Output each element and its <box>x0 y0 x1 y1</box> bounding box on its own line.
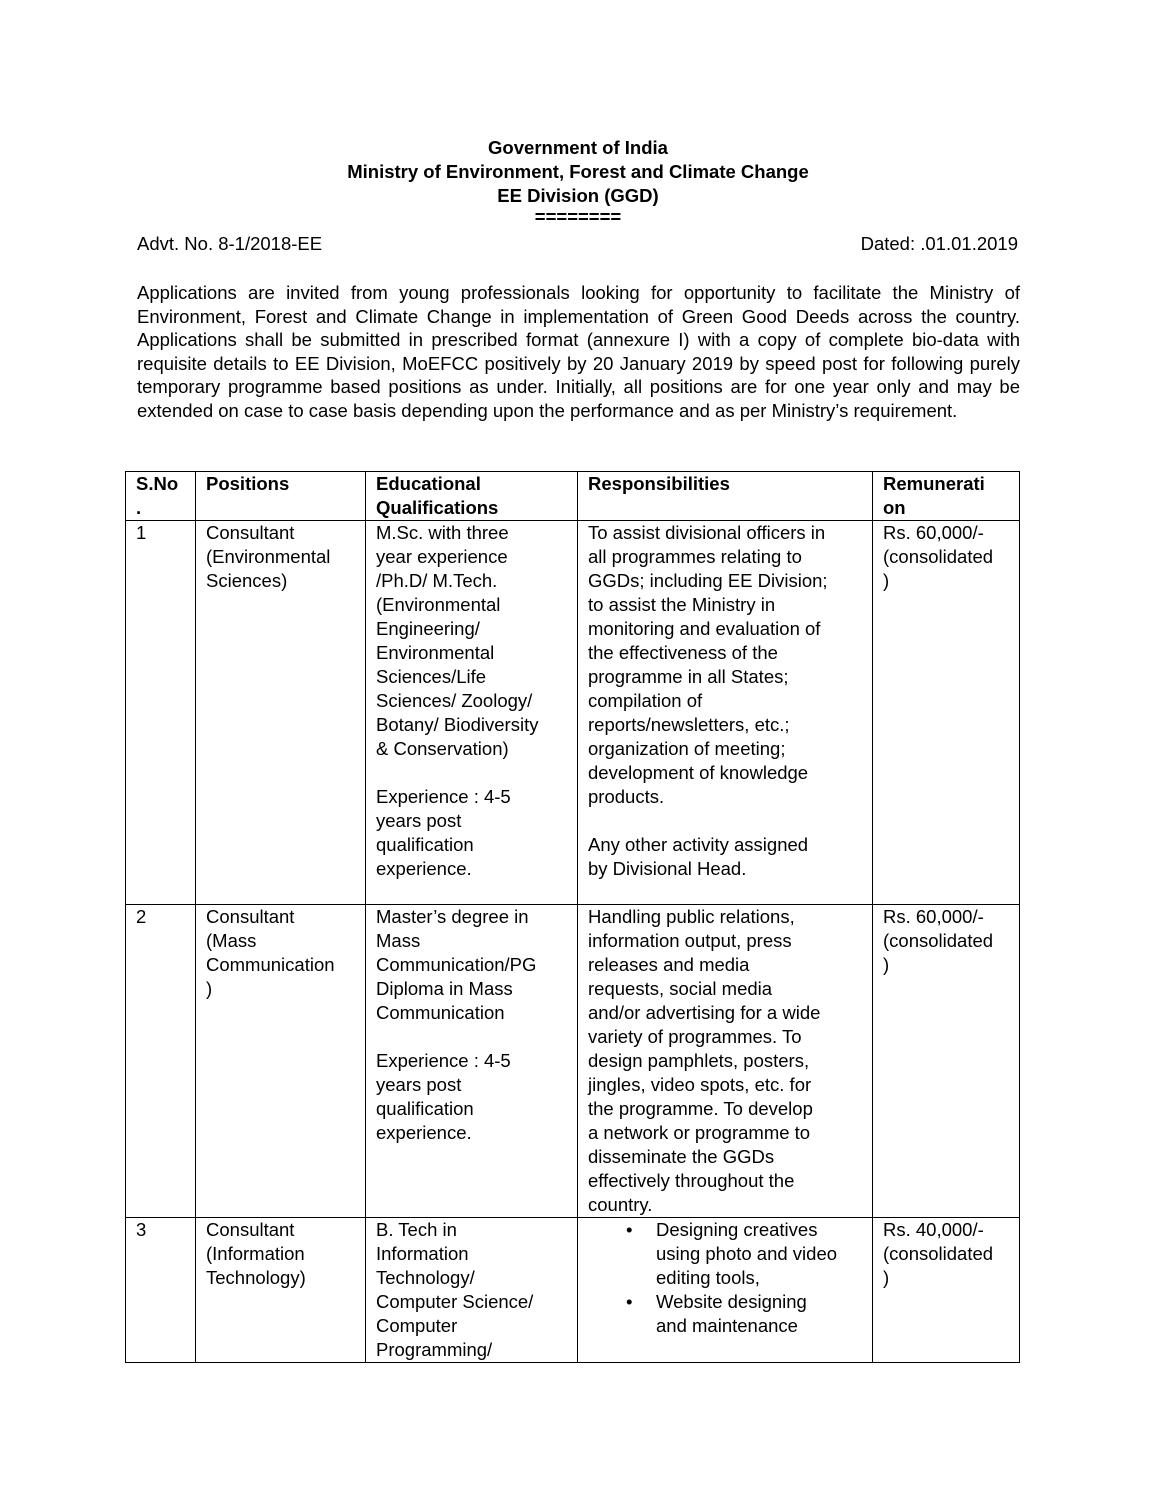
text-line: qualification <box>376 1098 474 1119</box>
header-text: Positions <box>206 473 290 494</box>
text-line: Rs. 60,000/- <box>883 522 984 543</box>
cell-education <box>366 1218 578 1363</box>
cell-remuneration <box>873 521 1020 905</box>
document-header <box>0 136 1156 226</box>
text-line: development of knowledge <box>588 762 809 783</box>
header-ministry: Ministry of Environment, Forest and Climate Change <box>347 161 809 182</box>
text-line: (Information <box>206 1243 305 1264</box>
text-line: using photo and video <box>656 1243 838 1264</box>
header-text: Qualifications <box>376 497 499 518</box>
text-line: reports/newsletters, etc.; <box>588 714 790 735</box>
text-line: /Ph.D/ M.Tech. <box>376 570 498 591</box>
text-line: ) <box>883 954 890 975</box>
header-text: Responsibilities <box>588 473 730 494</box>
text-line: M.Sc. with three <box>376 522 509 543</box>
text-line: (consolidated <box>883 1243 994 1264</box>
text-line: requests, social media <box>588 978 773 999</box>
cell-responsibilities <box>578 905 873 1218</box>
text-line: to assist the Ministry in <box>588 594 776 615</box>
responsibilities-extra-text <box>588 833 868 881</box>
text-line: ) <box>206 978 213 999</box>
header-remuneration <box>873 472 1020 521</box>
text-line: programme in all States; <box>588 666 789 687</box>
bullet-item <box>656 1290 868 1338</box>
cell-remuneration <box>873 905 1020 1218</box>
header-text: Remunerati <box>883 473 985 494</box>
header-sno <box>126 472 196 521</box>
header-positions <box>196 472 366 521</box>
text-line: Engineering/ <box>376 618 480 639</box>
text-line: (Mass <box>206 930 257 951</box>
cell-position <box>196 1218 366 1363</box>
experience-text <box>376 1049 573 1145</box>
text-line: jingles, video spots, etc. for <box>588 1074 812 1095</box>
table-header-row <box>126 472 1020 521</box>
text-line: experience. <box>376 858 472 879</box>
text-line: Consultant <box>206 1219 295 1240</box>
table-row <box>126 521 1020 905</box>
responsibilities-text <box>588 521 868 809</box>
text-line: To assist divisional officers in <box>588 522 826 543</box>
text-line: Technology) <box>206 1267 306 1288</box>
text-line: design pamphlets, posters, <box>588 1050 810 1071</box>
text-line: Information <box>376 1243 469 1264</box>
text-line: Handling public relations, <box>588 906 795 927</box>
text-line: Consultant <box>206 906 295 927</box>
reference-line <box>137 232 1018 256</box>
cell-sno: 2 <box>126 905 196 1218</box>
text-line: (Environmental <box>376 594 501 615</box>
text-line: Sciences/ Zoology/ <box>376 690 533 711</box>
header-separator: ======== <box>534 206 622 227</box>
text-line: information output, press <box>588 930 792 951</box>
cell-position <box>196 521 366 905</box>
text-line: Computer <box>376 1315 458 1336</box>
experience-text <box>376 785 573 881</box>
text-line: B. Tech in <box>376 1219 457 1240</box>
text-line: Botany/ Biodiversity <box>376 714 539 735</box>
text-line: Experience : 4-5 <box>376 786 511 807</box>
text-line: compilation of <box>588 690 703 711</box>
text-line: GGDs; including EE Division; <box>588 570 828 591</box>
header-responsibilities <box>578 472 873 521</box>
text-line: & Conservation) <box>376 738 509 759</box>
header-government: Government of India <box>488 137 668 158</box>
text-line: by Divisional Head. <box>588 858 747 879</box>
text-line: year experience <box>376 546 508 567</box>
header-text: S.No <box>136 473 179 494</box>
text-line: Communication <box>376 1002 505 1023</box>
positions-table <box>125 471 1020 1363</box>
text-line: Communication <box>206 954 335 975</box>
text-line: • Website designing <box>656 1291 807 1312</box>
text-line: variety of programmes. To <box>588 1026 802 1047</box>
text-line: Technology/ <box>376 1267 475 1288</box>
table-row <box>126 905 1020 1218</box>
text-line: experience. <box>376 1122 472 1143</box>
text-line: Any other activity assigned <box>588 834 809 855</box>
text-line: ) <box>883 1267 890 1288</box>
intro-paragraph: Applications are invited from young professionals looking for opportunity to facilitate the Ministry of Environment, Forest and Climate Change in implementation of Green Good Deeds across the country. Applications shall be submitted in prescribed format (annexure I) with a copy of complete bio-data with requisite details to EE Division, MoEFCC positively by 20 January 2019 by speed post for following purely temporary programme based positions as under. Initially, all positions are for one year only and may be extended on case to case basis depending upon the performance and as per Ministry’s requirement. <box>137 282 1020 421</box>
text-line: the effectiveness of the <box>588 642 778 663</box>
text-line: Computer Science/ <box>376 1291 534 1312</box>
cell-education <box>366 521 578 905</box>
text-line: (consolidated <box>883 930 994 951</box>
education-text <box>376 521 573 761</box>
table-row <box>126 1218 1020 1363</box>
text-line: years post <box>376 810 462 831</box>
text-line: editing tools, <box>656 1267 760 1288</box>
header-text: . <box>136 497 142 518</box>
header-division: EE Division (GGD) <box>497 185 659 206</box>
cell-responsibilities <box>578 1218 873 1363</box>
text-line: Diploma in Mass <box>376 978 513 999</box>
text-line: Rs. 60,000/- <box>883 906 984 927</box>
text-line: Consultant <box>206 522 295 543</box>
text-line: and/or advertising for a wide <box>588 1002 821 1023</box>
text-line: Mass <box>376 930 421 951</box>
cell-responsibilities <box>578 521 873 905</box>
header-text: on <box>883 497 906 518</box>
education-text <box>376 905 573 1025</box>
text-line: Master’s degree in <box>376 906 529 927</box>
text-line: products. <box>588 786 665 807</box>
text-line: Environmental <box>376 642 495 663</box>
text-line: • Designing creatives <box>656 1219 818 1240</box>
text-line: years post <box>376 1074 462 1095</box>
text-line: the programme. To develop <box>588 1098 813 1119</box>
text-line: ) <box>883 570 890 591</box>
dated: Dated: .01.01.2019 <box>860 233 1018 254</box>
text-line: effectively throughout the <box>588 1170 795 1191</box>
header-text: Educational <box>376 473 481 494</box>
text-line: organization of meeting; <box>588 738 786 759</box>
cell-education <box>366 905 578 1218</box>
cell-position <box>196 905 366 1218</box>
text-line: (consolidated <box>883 546 994 567</box>
text-line: country. <box>588 1194 653 1215</box>
text-line: Communication/PG <box>376 954 537 975</box>
text-line: Rs. 40,000/- <box>883 1219 984 1240</box>
text-line: releases and media <box>588 954 750 975</box>
text-line: Experience : 4-5 <box>376 1050 511 1071</box>
text-line: all programmes relating to <box>588 546 802 567</box>
text-line: monitoring and evaluation of <box>588 618 821 639</box>
cell-sno: 1 <box>126 521 196 905</box>
text-line: qualification <box>376 834 474 855</box>
advertisement-number: Advt. No. 8-1/2018-EE <box>137 233 323 254</box>
cell-remuneration <box>873 1218 1020 1363</box>
cell-sno: 3 <box>126 1218 196 1363</box>
text-line: Sciences) <box>206 570 288 591</box>
text-line: and maintenance <box>656 1315 798 1336</box>
responsibilities-bullet-list <box>588 1218 868 1338</box>
text-line: Programming/ <box>376 1339 493 1360</box>
text-line: Sciences/Life <box>376 666 487 687</box>
text-line: (Environmental <box>206 546 331 567</box>
bullet-item <box>656 1218 868 1290</box>
header-education <box>366 472 578 521</box>
text-line: a network or programme to <box>588 1122 811 1143</box>
text-line: disseminate the GGDs <box>588 1146 775 1167</box>
